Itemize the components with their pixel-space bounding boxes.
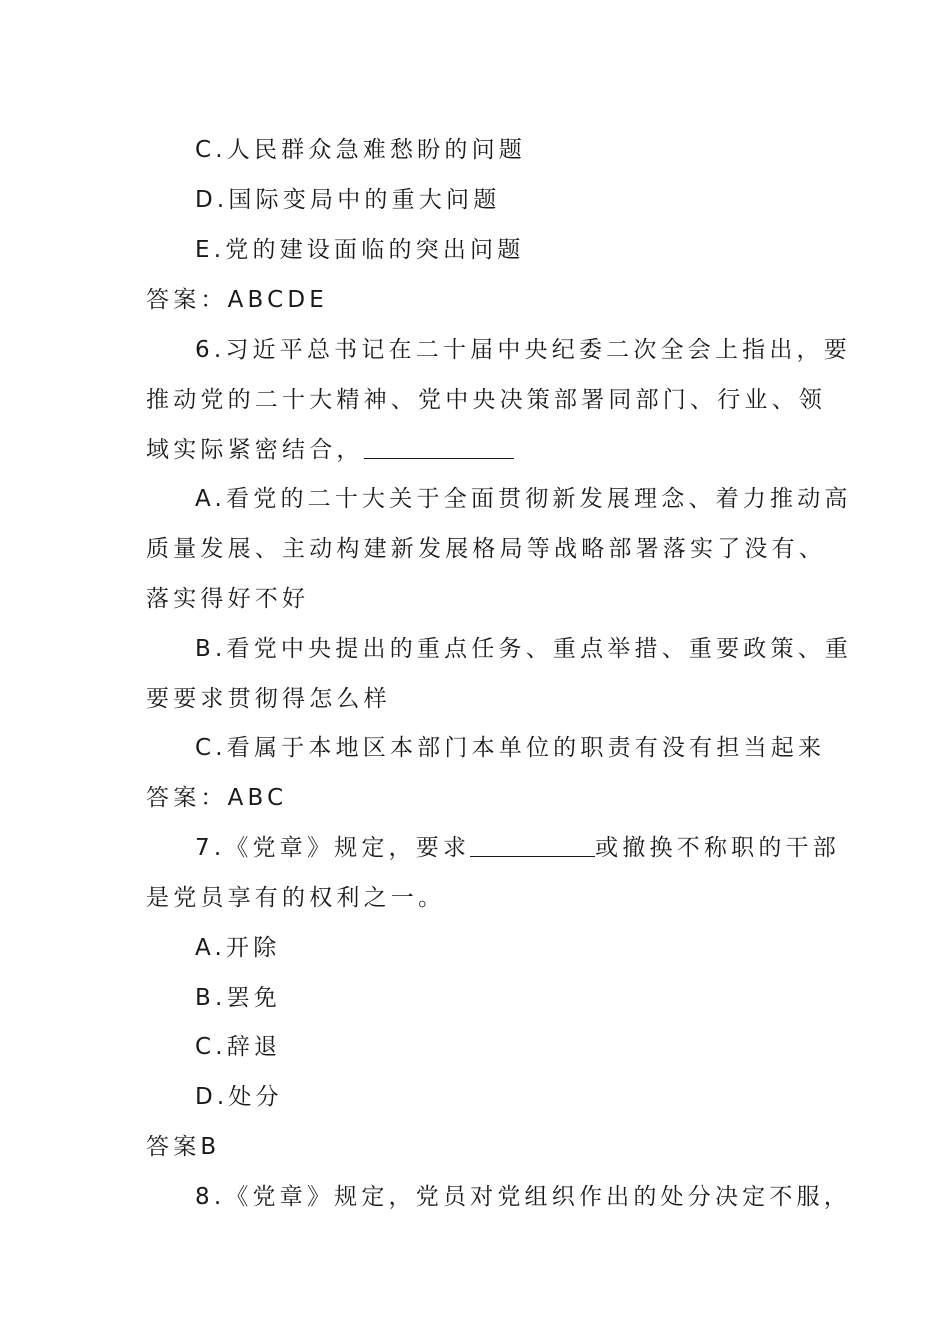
q7-option-d: D.处分 bbox=[195, 1084, 283, 1110]
q6-option-c: C.看属于本地区本部门本单位的职责有没有担当起来 bbox=[195, 735, 826, 761]
q6-text-line-3-text: 域实际紧密结合， bbox=[146, 437, 364, 463]
q5-answer: 答案：ABCDE bbox=[146, 287, 329, 313]
q7-option-b: B.罢免 bbox=[195, 985, 281, 1011]
q6-text-line-2: 推动党的二十大精神、党中央决策部署同部门、行业、领 bbox=[146, 387, 826, 413]
answer-blank bbox=[364, 436, 514, 459]
q5-option-c: C.人民群众急难愁盼的问题 bbox=[195, 137, 526, 163]
q7-text-line-1 bbox=[195, 833, 875, 863]
q7-answer: 答案B bbox=[146, 1134, 221, 1160]
q8-text-line-1: 8.《党章》规定，党员对党组织作出的处分决定不服， bbox=[195, 1184, 851, 1210]
q7-text-line-1-end: 或撤换不称职的干部 bbox=[595, 835, 840, 861]
q7-option-c: C.辞退 bbox=[195, 1034, 282, 1060]
q6-answer: 答案：ABC bbox=[146, 785, 288, 811]
q5-option-d: D.国际变局中的重大问题 bbox=[195, 187, 501, 213]
q6-option-a-line-3: 落实得好不好 bbox=[146, 586, 310, 612]
answer-blank bbox=[470, 834, 595, 857]
q6-option-a-line-2: 质量发展、主动构建新发展格局等战略部署落实了没有、 bbox=[146, 536, 826, 562]
q5-option-e: E.党的建设面临的突出问题 bbox=[195, 237, 525, 263]
q6-option-a-line-1: A.看党的二十大关于全面贯彻新发展理念、着力推动高 bbox=[195, 486, 852, 512]
q6-text-line-1: 6.习近平总书记在二十届中央纪委二次全会上指出，要 bbox=[195, 337, 851, 363]
q6-text-line-3 bbox=[146, 435, 826, 465]
q7-option-a: A.开除 bbox=[195, 935, 281, 961]
q7-text-line-1-start: 7.《党章》规定，要求 bbox=[195, 835, 471, 861]
q6-option-b-line-1: B.看党中央提出的重点任务、重点举措、重要政策、重 bbox=[195, 636, 853, 662]
q7-text-line-2: 是党员享有的权利之一。 bbox=[146, 885, 446, 911]
q6-option-b-line-2: 要要求贯彻得怎么样 bbox=[146, 686, 391, 712]
